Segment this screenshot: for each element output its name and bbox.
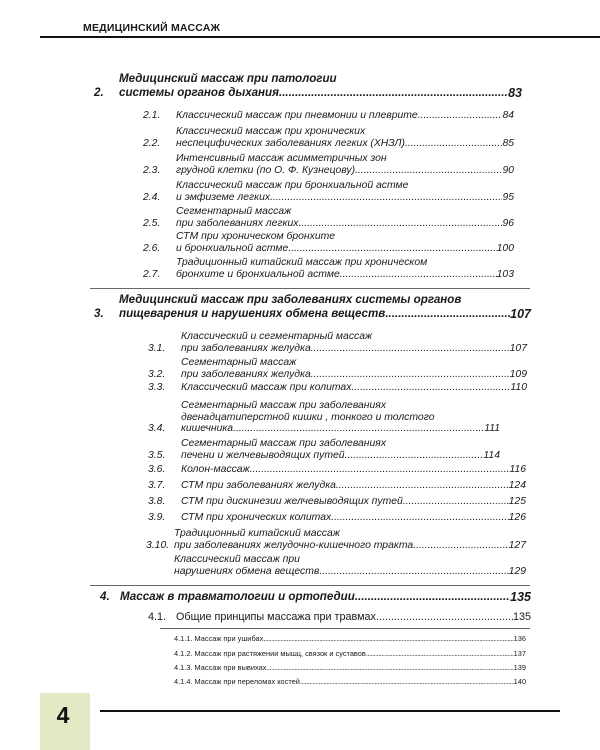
toc-title-line: при заболеваниях желудочно-кишечного тракта xyxy=(174,539,414,551)
toc-number: 3.9. xyxy=(148,512,166,523)
toc-page: 109 xyxy=(509,368,527,380)
toc-number: 3.1. xyxy=(148,342,166,354)
toc-title-line: Сегментарный массаж при заболеваниях xyxy=(181,400,387,411)
toc-page: 83 xyxy=(508,86,522,100)
toc-title-line: Традиционный китайский массаж при хроническом xyxy=(176,257,428,268)
toc-number: 2.1. xyxy=(143,110,161,121)
toc-title-line: Классический массаж при пневмонии и плеврите xyxy=(176,110,418,121)
toc-page: 85 xyxy=(502,137,514,149)
toc-entry[interactable] xyxy=(143,153,514,176)
leader-dots xyxy=(331,512,508,524)
toc-subentry[interactable] xyxy=(174,634,526,644)
toc-number: 3.2. xyxy=(148,368,166,380)
toc-number: 4.1. xyxy=(148,611,167,623)
toc-page: 90 xyxy=(502,164,514,176)
leader-dots xyxy=(418,110,503,122)
leader-dots xyxy=(355,165,502,177)
toc-title-line: Классический массаж при бронхиальной астме xyxy=(176,180,409,191)
toc-page: 116 xyxy=(509,464,526,475)
leader-dots xyxy=(405,138,503,150)
toc-title-line: Колон-массаж xyxy=(181,464,250,475)
toc-entry[interactable] xyxy=(174,554,526,577)
toc-entry[interactable] xyxy=(148,331,527,354)
toc-entry[interactable] xyxy=(148,400,500,435)
toc-number: 3.5. xyxy=(148,449,166,461)
header-rule xyxy=(40,36,600,38)
toc-entry[interactable] xyxy=(148,382,527,394)
toc-title-line: СТМ при хроническом бронхите xyxy=(176,231,336,242)
toc-title-line: нарушениях обмена веществ xyxy=(174,565,320,577)
toc-title-line: СТМ при заболеваниях желудка xyxy=(181,480,336,491)
running-header-title: МЕДИЦИНСКИЙ МАССАЖ xyxy=(83,22,221,34)
toc-page: 137 xyxy=(513,649,526,658)
toc-page: 96 xyxy=(502,217,514,229)
toc-page: 135 xyxy=(510,590,531,604)
toc-page: 110 xyxy=(510,382,527,393)
toc-entry[interactable] xyxy=(143,180,514,203)
leader-dots xyxy=(413,540,508,552)
toc-title-line: двенадцатиперстной кишки , тонкого и толстого xyxy=(181,411,435,423)
toc-number: 2.2. xyxy=(143,137,161,149)
toc-entry[interactable] xyxy=(143,257,514,280)
toc-entry[interactable] xyxy=(148,496,526,508)
toc-entry[interactable] xyxy=(143,206,514,229)
leader-dots xyxy=(233,423,484,435)
toc-page: 136 xyxy=(513,634,526,643)
toc-title-line: СТМ при дискинезии желчевыводящих путей xyxy=(181,496,403,507)
page-number-tab xyxy=(40,693,90,750)
leader-dots xyxy=(263,634,513,644)
toc-entry[interactable] xyxy=(148,612,531,624)
toc-number: 3.8. xyxy=(148,496,166,507)
toc-title-line: системы органов дыхания xyxy=(119,86,279,99)
toc-page: 125 xyxy=(508,496,526,507)
toc-subentry[interactable] xyxy=(174,677,526,687)
toc-title-line: бронхите и бронхиальной астме xyxy=(176,268,340,280)
toc-number: 2.3. xyxy=(143,164,161,176)
toc-title-line: при заболеваниях желудка xyxy=(181,368,311,380)
toc-entry[interactable] xyxy=(148,464,526,476)
toc-title-line: Классический массаж при хронических xyxy=(176,126,366,137)
toc-title-line: Классический массаж при колитах xyxy=(181,382,352,393)
section-divider xyxy=(160,628,530,629)
toc-page: 111 xyxy=(484,423,500,434)
toc-title-line: печени и желчевыводящих путей xyxy=(181,449,345,461)
toc-title-line: неспецифических заболеваниях легких (ХНЗЛ) xyxy=(176,137,405,149)
toc-entry[interactable] xyxy=(148,357,527,380)
toc-subentry[interactable] xyxy=(174,663,526,673)
toc-page: 139 xyxy=(513,663,526,672)
toc-page: 84 xyxy=(502,110,514,121)
toc-page: 124 xyxy=(508,480,526,491)
leader-dots xyxy=(288,243,496,255)
leader-dots xyxy=(298,218,502,230)
toc-number: 2.6. xyxy=(143,242,161,254)
toc-title-line: Медицинский массаж при заболеваниях системы органов xyxy=(119,293,462,306)
toc-number: 2.5. xyxy=(143,217,161,229)
toc-page: 100 xyxy=(496,242,514,254)
leader-dots xyxy=(336,480,509,492)
toc-number: 4. xyxy=(100,590,110,603)
toc-chapter-4[interactable] xyxy=(100,590,531,604)
toc-page: 107 xyxy=(510,307,531,321)
leader-dots xyxy=(355,590,510,604)
leader-dots xyxy=(366,649,514,659)
toc-title-line: Сегментарный массаж при заболеваниях xyxy=(181,438,387,449)
leader-dots xyxy=(311,343,510,355)
toc-title-line: при заболеваниях легких xyxy=(176,217,299,229)
leader-dots xyxy=(270,192,502,204)
toc-title-line: и бронхиальной астме xyxy=(176,242,289,254)
leader-dots xyxy=(266,663,513,673)
leader-dots xyxy=(403,496,509,508)
toc-title-line: Общие принципы массажа при травмах xyxy=(176,611,376,623)
section-divider xyxy=(90,585,530,586)
footer-rule xyxy=(100,710,560,712)
toc-title-line: Сегментарный массаж xyxy=(176,206,292,217)
toc-chapter-3[interactable] xyxy=(94,293,531,321)
leader-dots xyxy=(340,269,497,281)
toc-title-line: СТМ при хронических колитах xyxy=(181,512,332,523)
toc-title-line: Интенсивный массаж асимметричных зон xyxy=(176,153,387,164)
toc-page: 127 xyxy=(508,539,526,551)
toc-page: 135 xyxy=(512,611,531,623)
section-divider xyxy=(90,288,530,289)
page-number: 4 xyxy=(56,702,70,728)
toc-title-line: 4.1.3. Массаж при вывихах xyxy=(174,663,267,672)
toc-entry[interactable] xyxy=(146,528,526,551)
toc-number: 3.7. xyxy=(148,480,166,491)
toc-number: 2.7. xyxy=(143,268,161,280)
toc-page: 103 xyxy=(496,268,514,280)
toc-number: 2.4. xyxy=(143,191,161,203)
toc-title-line: Массаж в травматологии и ортопедии xyxy=(120,590,355,603)
toc-entry[interactable] xyxy=(148,512,526,524)
toc-number: 3.6. xyxy=(148,464,166,475)
toc-number: 3.4. xyxy=(148,423,166,434)
toc-page: 107 xyxy=(509,342,527,354)
toc-title-line: 4.1.1. Массаж при ушибах xyxy=(174,634,264,643)
toc-title-line: и эмфиземе легких xyxy=(176,191,271,203)
toc-number: 2. xyxy=(94,86,104,99)
leader-dots xyxy=(250,464,510,476)
toc-title-line: Медицинский массаж при патологии xyxy=(119,72,337,85)
toc-page: 140 xyxy=(513,677,526,686)
toc-entry[interactable] xyxy=(143,126,514,149)
toc-page: 95 xyxy=(502,191,514,203)
toc-number: 3. xyxy=(94,307,104,320)
toc-title-line: кишечника xyxy=(181,423,234,434)
leader-dots xyxy=(311,369,510,381)
toc-title-line: 4.1.4. Массаж при переломах костей xyxy=(174,677,300,686)
leader-dots xyxy=(300,677,514,687)
toc-page: 114 xyxy=(483,449,500,461)
toc-page: 126 xyxy=(508,512,526,523)
toc-page: 129 xyxy=(508,565,526,577)
toc-title-line: при заболеваниях желудка xyxy=(181,342,311,354)
toc-entry[interactable] xyxy=(148,480,526,492)
toc-chapter-2[interactable] xyxy=(94,72,522,100)
toc-title-line: Классический массаж при xyxy=(174,554,300,565)
toc-entry[interactable] xyxy=(148,438,500,461)
toc-title-line: грудной клетки (по О. Ф. Кузнецову) xyxy=(176,164,356,176)
leader-dots xyxy=(319,566,508,578)
leader-dots xyxy=(279,86,508,100)
toc-title-line: 4.1.2. Массаж при растяжении мышц, связок и суставов xyxy=(174,649,366,658)
toc-title-line: Классический и сегментарный массаж xyxy=(181,331,373,342)
leader-dots xyxy=(376,612,513,624)
leader-dots xyxy=(385,307,510,321)
toc-title-line: Сегментарный массаж xyxy=(181,357,297,368)
toc-entry[interactable] xyxy=(143,110,514,122)
toc-entry[interactable] xyxy=(143,231,514,254)
toc-title-line: Традиционный китайский массаж xyxy=(174,528,340,539)
toc-number: 3.10. xyxy=(146,539,170,551)
toc-number: 3.3. xyxy=(148,382,166,393)
leader-dots xyxy=(345,450,484,462)
toc-subentry[interactable] xyxy=(174,649,526,659)
leader-dots xyxy=(351,382,510,394)
toc-title-line: пищеварения и нарушениях обмена веществ xyxy=(119,307,386,320)
